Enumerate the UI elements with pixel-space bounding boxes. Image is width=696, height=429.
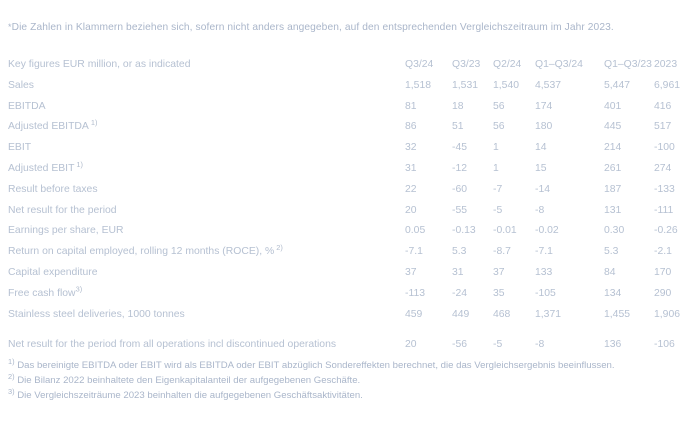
cell-q3_24: 20 [405, 204, 417, 216]
footnote-list [8, 356, 615, 403]
cell-y2023: -0.26 [654, 225, 678, 237]
cell-q1_q3_23: 131 [604, 204, 622, 216]
cell-y2023: 1,906 [654, 308, 681, 320]
cell-q1_q3_23: 187 [604, 183, 622, 195]
row-footnote-marker: 2) [276, 242, 283, 252]
column-header-q1-q3-23: Q1–Q3/23 [604, 59, 652, 70]
cell-y2023: -133 [654, 183, 675, 195]
cell-q1_q3_24: 14 [535, 142, 547, 154]
cell-q3_24: 459 [405, 308, 423, 320]
cell-y2023: 170 [654, 266, 672, 278]
cell-q1_q3_23: 261 [604, 162, 622, 174]
row-label: Result before taxes [8, 183, 98, 195]
cell-q2_24: 1,540 [493, 79, 520, 91]
row-label: Stainless steel deliveries, 1000 tonnes [8, 308, 185, 320]
cell-q1_q3_24: -8 [535, 339, 545, 351]
table-row [8, 138, 688, 159]
table-row [8, 180, 688, 201]
cell-q2_24: -5 [493, 339, 503, 351]
cell-q3_23: -0.13 [452, 225, 476, 237]
row-footnote-marker: 3) [75, 284, 83, 294]
cell-q2_24: 1 [493, 162, 499, 174]
cell-q2_24: 37 [493, 266, 505, 278]
cell-q1_q3_24: -8 [535, 204, 545, 216]
cell-q1_q3_23: 0.30 [604, 225, 625, 237]
cell-q3_23: 51 [452, 121, 464, 133]
comparison-period-note [8, 21, 614, 34]
cell-q3_23: -56 [452, 339, 468, 351]
cell-q1_q3_24: 133 [535, 266, 553, 278]
footnote-item [8, 371, 615, 389]
cell-q3_23: 449 [452, 308, 470, 320]
cell-q3_24: 31 [405, 162, 417, 174]
cell-q2_24: -5 [493, 204, 503, 216]
cell-q2_24: -8.7 [493, 246, 511, 258]
row-label: Earnings per share, EUR [8, 225, 124, 237]
cell-q3_23: -60 [452, 183, 468, 195]
cell-q3_24: 1,518 [405, 79, 432, 91]
cell-q3_23: -55 [452, 204, 468, 216]
column-header-q1-q3-24: Q1–Q3/24 [535, 59, 583, 70]
cell-y2023: -100 [654, 142, 675, 154]
row-label: Capital expenditure [8, 266, 98, 278]
cell-y2023: -111 [654, 204, 674, 216]
comparison-period-note-text: Die Zahlen in Klammern beziehen sich, sofern nicht anders angegeben, auf den entsprechenden Vergleichszeitraum im Jahr 2023. [11, 22, 614, 33]
row-label: Adjusted EBITDA $^{1)}$ [8, 117, 98, 133]
cell-q1_q3_23: 214 [604, 142, 622, 154]
table-row [8, 221, 688, 242]
cell-q3_23: 5.3 [452, 246, 467, 258]
row-footnote-marker: 1) [90, 117, 98, 127]
cell-q3_23: -12 [452, 162, 468, 174]
row-label: Adjusted EBIT $^{1)}$ [8, 159, 83, 174]
table-row-total [8, 335, 688, 356]
table-row [8, 284, 688, 305]
cell-q3_24: 0.05 [405, 225, 426, 237]
row-footnote-marker: 1) [76, 159, 83, 169]
footnote-text: Das bereinigte EBITDA oder EBIT wird als EBITDA oder EBIT abzüglich Sondereffekten berechnet, die das Vergleichsergebnis beeinflussen. [14, 360, 615, 371]
cell-y2023: -106 [654, 339, 675, 351]
cell-y2023: 6,961 [654, 79, 681, 91]
cell-q1_q3_23: 401 [604, 100, 622, 112]
cell-q3_23: -45 [452, 142, 468, 154]
cell-q1_q3_23: 5.3 [604, 246, 619, 258]
cell-q1_q3_23: 134 [604, 287, 622, 299]
column-header-q3-23: Q3/23 [452, 59, 481, 70]
table-head [8, 55, 688, 76]
cell-q2_24: -7 [493, 183, 503, 195]
cell-q3_24: 22 [405, 183, 417, 195]
table-body [8, 76, 688, 356]
asterisk-marker: * [8, 22, 12, 32]
column-header-2023: 2023 [654, 59, 678, 70]
table-row [8, 97, 688, 118]
cell-q1_q3_24: 180 [535, 121, 553, 133]
cell-y2023: 290 [654, 287, 672, 299]
table-spacer-cell [8, 325, 688, 335]
cell-q1_q3_24: 15 [535, 162, 547, 174]
cell-q3_23: 1,531 [452, 79, 479, 91]
cell-q1_q3_24: -14 [535, 183, 551, 195]
cell-q1_q3_24: -0.02 [535, 225, 559, 237]
table-row [8, 201, 688, 222]
cell-q1_q3_24: -7.1 [535, 246, 553, 258]
table-row [8, 305, 688, 326]
cell-q3_23: 31 [452, 266, 464, 278]
cell-q3_24: 37 [405, 266, 417, 278]
column-header-q3-24: Q3/24 [405, 59, 434, 70]
cell-q3_23: -24 [452, 287, 468, 299]
cell-y2023: 517 [654, 121, 672, 133]
cell-q1_q3_23: 136 [604, 339, 622, 351]
cell-q1_q3_23: 84 [604, 266, 616, 278]
row-label: Net result for the period [8, 204, 117, 216]
cell-q2_24: 35 [493, 287, 505, 299]
row-label: EBIT [8, 142, 32, 154]
cell-q3_24: 32 [405, 142, 417, 154]
footnote-text: Die Vergleichszeiträume 2023 beinhalten die aufgegebenen Geschäftsaktivitäten. [14, 389, 363, 401]
footnote-item [8, 386, 615, 404]
cell-q1_q3_23: 445 [604, 121, 622, 133]
table-row [8, 159, 688, 180]
table-row [8, 76, 688, 97]
cell-q2_24: 1 [493, 142, 499, 154]
cell-q2_24: 468 [493, 308, 511, 320]
footnote-marker: 1) [8, 356, 15, 366]
row-label: Sales [8, 79, 34, 91]
cell-q3_23: 18 [452, 100, 464, 112]
table-header-row [8, 55, 688, 76]
cell-q3_24: 20 [405, 339, 417, 351]
cell-q3_24: 81 [405, 100, 417, 112]
cell-q2_24: 56 [493, 121, 505, 133]
cell-q2_24: 56 [493, 100, 505, 112]
row-label: Return on capital employed, rolling 12 months (ROCE), % $^{2)}$ [8, 242, 283, 258]
table-row [8, 263, 688, 284]
cell-q1_q3_23: 5,447 [604, 79, 631, 91]
table-spacer-row [8, 325, 688, 335]
footnote-item [8, 356, 615, 374]
cell-q1_q3_24: 1,371 [535, 308, 562, 320]
cell-y2023: 274 [654, 162, 672, 174]
row-label: EBITDA [8, 100, 46, 112]
column-header-q2-24: Q2/24 [493, 59, 522, 70]
table-row [8, 117, 688, 138]
table-row [8, 242, 688, 263]
cell-q1_q3_24: 4,537 [535, 79, 562, 91]
cell-q2_24: -0.01 [493, 225, 517, 237]
row-label: Net result for the period from all operations incl discontinued operations [8, 339, 337, 351]
footnote-text: Die Bilanz 2022 beinhaltete den Eigenkapitalanteil der aufgegebenen Geschäfte. [14, 374, 361, 386]
cell-q1_q3_23: 1,455 [604, 308, 631, 320]
cell-q3_24: -7.1 [405, 246, 423, 258]
cell-q3_24: -113 [405, 287, 426, 299]
cell-q3_24: 86 [405, 121, 417, 133]
footnote-marker: 2) [8, 371, 15, 381]
key-figures-table [8, 55, 688, 356]
cell-q1_q3_24: 174 [535, 100, 553, 112]
column-header-label: Key figures EUR million, or as indicated [8, 59, 191, 70]
cell-y2023: -2.1 [654, 246, 672, 258]
cell-y2023: 416 [654, 100, 672, 112]
cell-q1_q3_24: -105 [535, 287, 556, 299]
row-label: Free cash flow$^{3)}$ [8, 284, 83, 299]
footnote-marker: 3) [8, 386, 15, 396]
